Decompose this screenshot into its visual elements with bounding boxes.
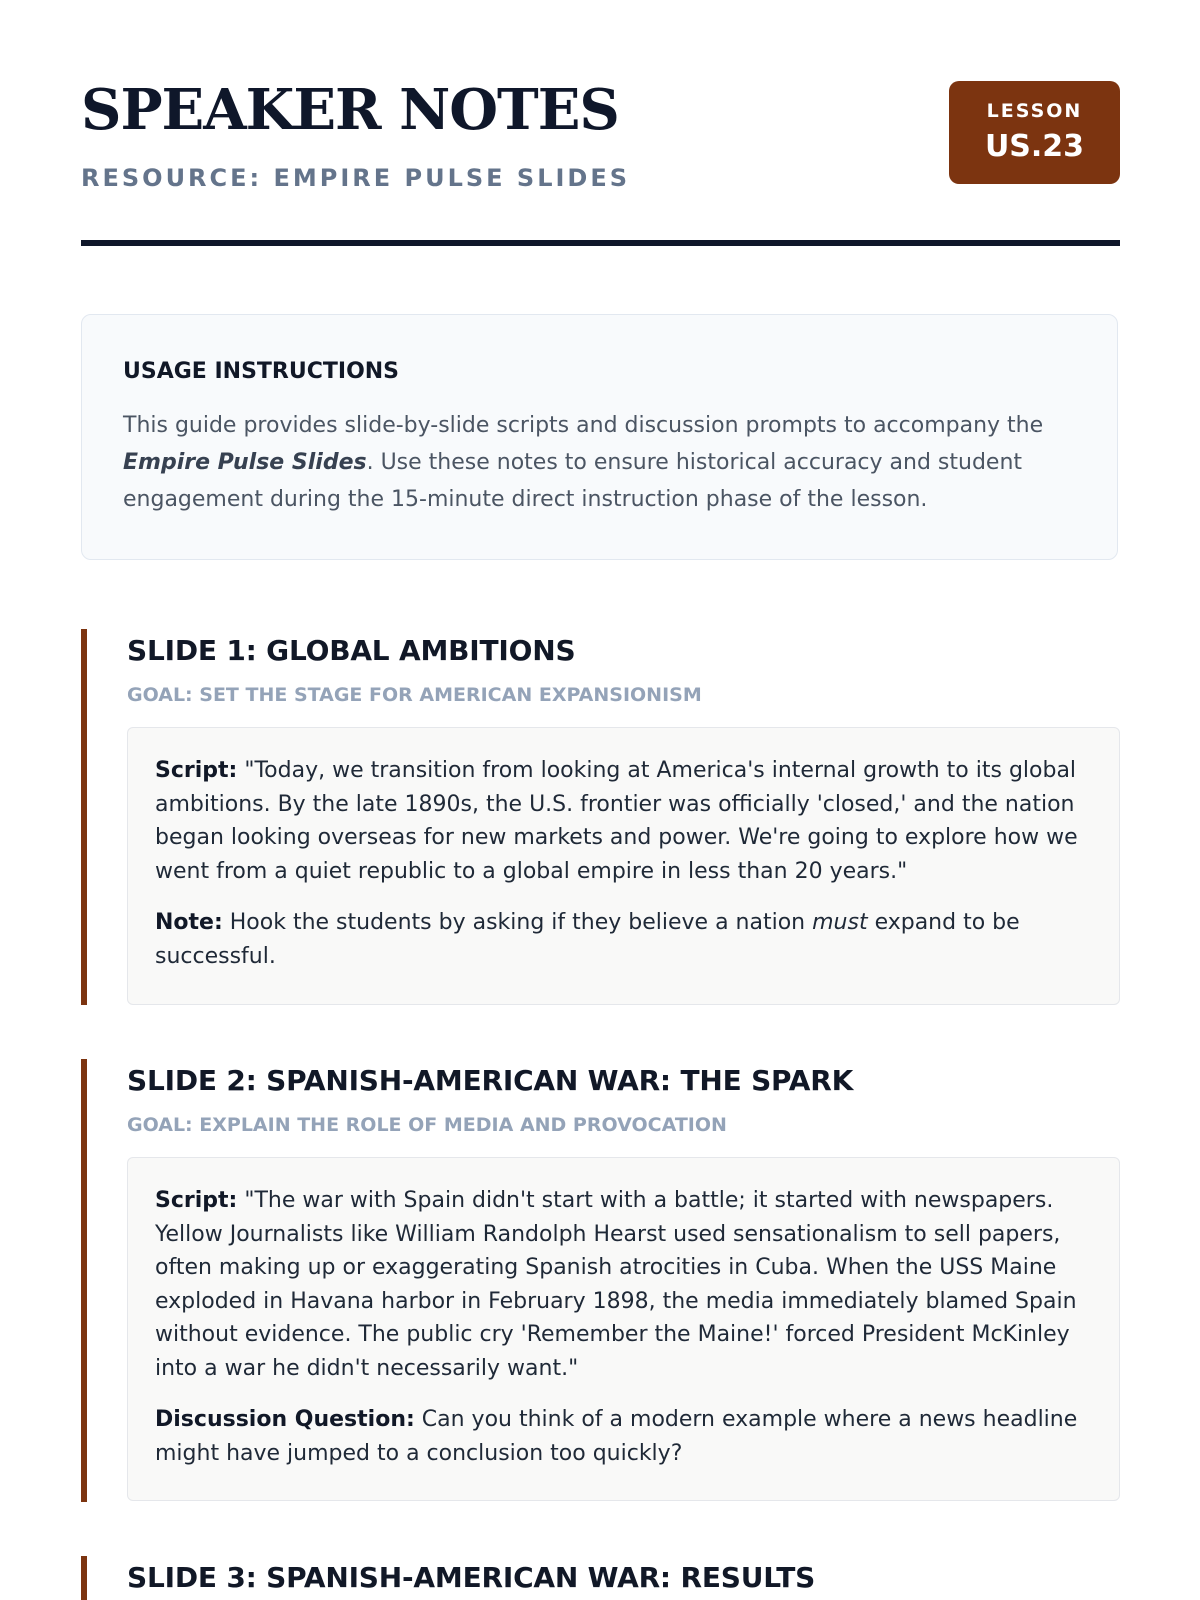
page-title: SPEAKER NOTES [81, 77, 619, 143]
slide-title: SLIDE 1: GLOBAL AMBITIONS [127, 634, 576, 667]
lesson-badge-value: US.23 [984, 129, 1085, 164]
slide-section [81, 629, 1120, 1005]
script-paragraph [155, 754, 1092, 888]
discussion-question-text: Can you think of a modern example where a news headline might have jumped to a conclusion too quickly? [155, 1407, 1078, 1466]
speaker-notes-page [81, 0, 1120, 1594]
slide-section [81, 1556, 1120, 1600]
usage-instructions-box [81, 314, 1118, 560]
usage-text-emphasis: Empire Pulse Slides [123, 450, 367, 475]
note-text-before: Hook the students by asking if they believe a nation [229, 910, 813, 935]
script-paragraph [155, 1184, 1092, 1385]
script-label: Script: [155, 758, 238, 783]
script-label: Script: [155, 1188, 238, 1213]
slide-goal: GOAL: EXPLAIN THE ROLE OF MEDIA AND PROVOCATION [127, 1114, 727, 1136]
page-header [81, 0, 1120, 246]
usage-text-after: . Use these notes to ensure historical accuracy and student engagement during the 15-minute direct instruction phase of the lesson. [123, 450, 1023, 512]
resource-subtitle: RESOURCE: EMPIRE PULSE SLIDES [81, 164, 631, 192]
lesson-badge-label: LESSON [986, 100, 1083, 122]
script-text: "The war with Spain didn't start with a battle; it started with newspapers. Yellow Journalists like William Randolph Hearst used sensationalism to sell papers, often making up or exaggerating Spanish atrocities in Cuba. When the USS Maine exploded in Havana harbor in February 1898, the media immediately blamed Spain without evidence. The public cry 'Remember the Maine!' forced President McKinley into a war he didn't necessarily want." [155, 1188, 1077, 1381]
usage-instructions-text [123, 407, 1063, 518]
note-text-after: expand to be successful. [155, 910, 1020, 969]
discussion-question-paragraph [155, 1403, 1092, 1470]
slide-goal: GOAL: SET THE STAGE FOR AMERICAN EXPANSIONISM [127, 684, 702, 706]
slide-title: SLIDE 2: SPANISH-AMERICAN WAR: THE SPARK [127, 1064, 854, 1097]
slide-notes-box [127, 727, 1120, 1005]
header-divider [81, 240, 1120, 246]
slide-title: SLIDE 3: SPANISH-AMERICAN WAR: RESULTS [127, 1561, 816, 1594]
usage-instructions-heading: USAGE INSTRUCTIONS [123, 359, 400, 384]
note-paragraph [155, 906, 1092, 973]
slide-notes-box [127, 1157, 1120, 1501]
discussion-question-label: Discussion Question: [155, 1407, 415, 1432]
note-label: Note: [155, 910, 223, 935]
note-emphasis: must [812, 910, 868, 935]
usage-text-before: This guide provides slide-by-slide scripts and discussion prompts to accompany the [123, 413, 1044, 438]
lesson-badge [949, 81, 1120, 184]
script-text: "Today, we transition from looking at America's internal growth to its global ambitions. By the late 1890s, the U.S. frontier was officially 'closed,' and the nation began looking overseas for new markets and power. We're going to explore how we went from a quiet republic to a global empire in less than 20 years." [155, 758, 1078, 884]
slide-section [81, 1059, 1120, 1502]
